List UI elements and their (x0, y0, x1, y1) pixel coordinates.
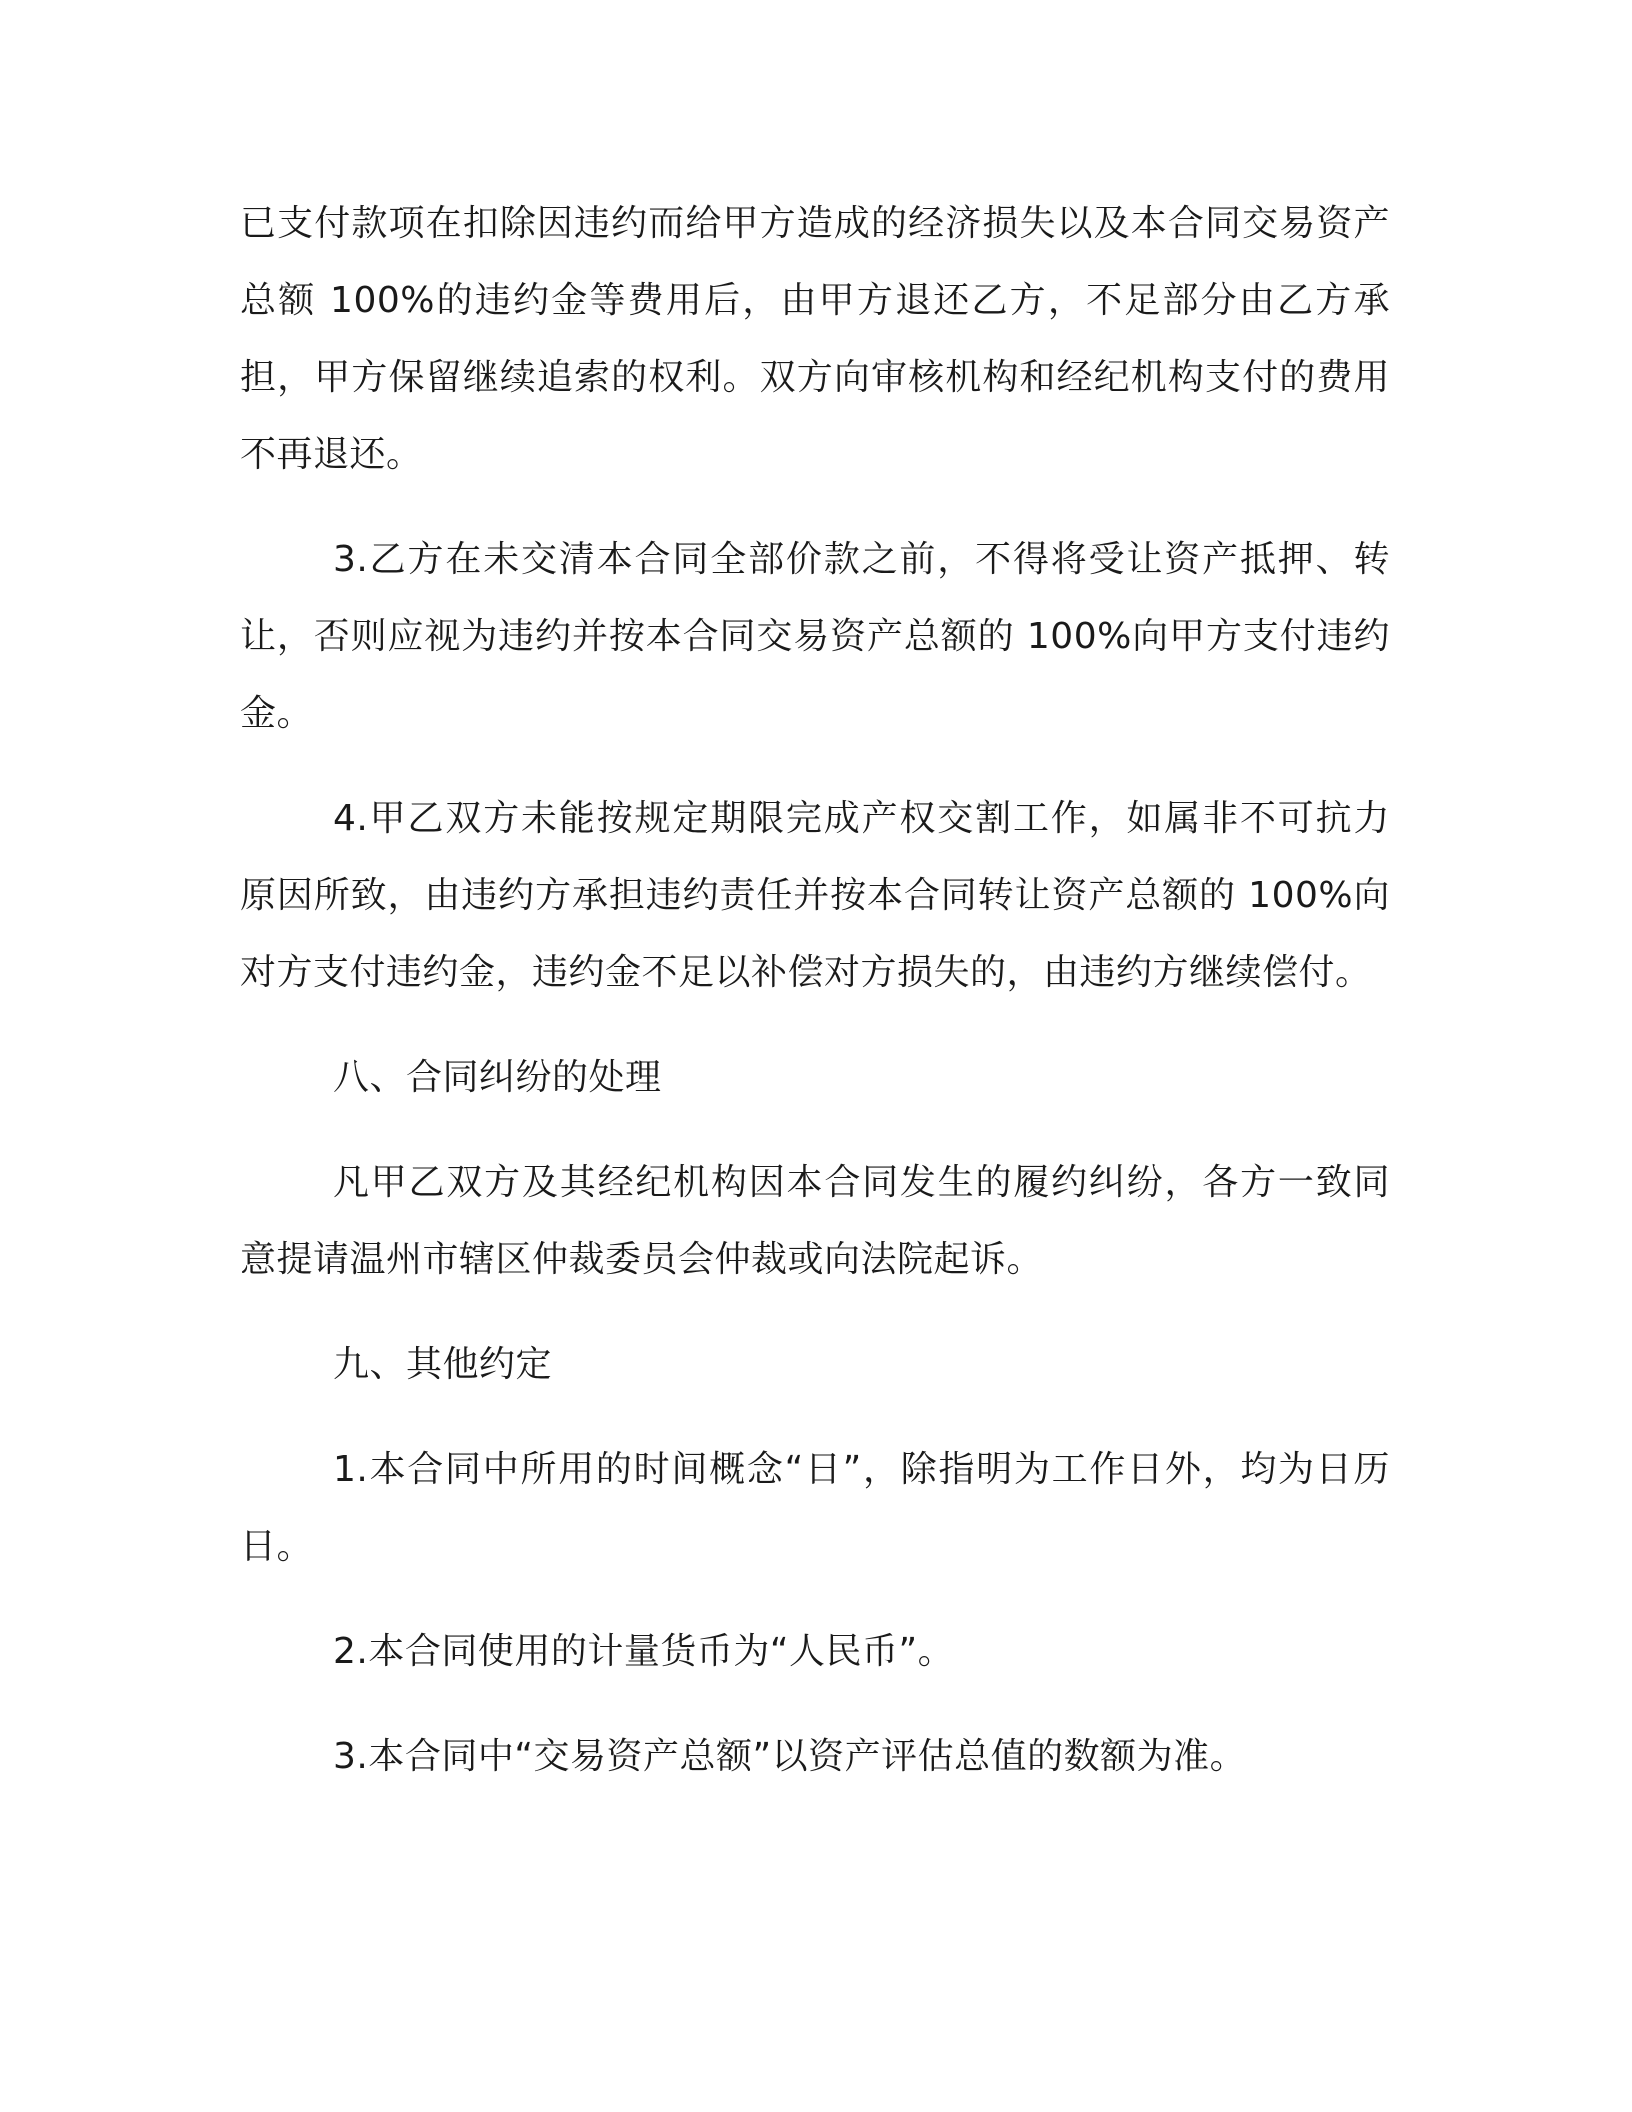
paragraph-clause-3: 3.乙方在未交清本合同全部价款之前，不得将受让资产抵押、转让，否则应视为违约并按本合同交易资产总额的 100%向甲方支付违约金。 (240, 539, 1390, 734)
paragraph-other-3: 3.本合同中“交易资产总额”以资产评估总值的数额为准。 (333, 1736, 1247, 1777)
paragraph-clause-4: 4.甲乙双方未能按规定期限完成产权交割工作，如属非不可抗力原因所致，由违约方承担违约责任并按本合同转让资产总额的 100%向对方支付违约金，违约金不足以补偿对方损失的，由违约方继续偿付。 (240, 798, 1390, 993)
paragraph-other-1: 1.本合同中所用的时间概念“日”，除指明为工作日外，均为日历日。 (240, 1449, 1390, 1567)
document-body (240, 185, 1390, 1823)
paragraph-refund-terms: 已支付款项在扣除因违约而给甲方造成的经济损失以及本合同交易资产总额 100%的违约金等费用后，由甲方退还乙方，不足部分由乙方承担，甲方保留继续追索的权利。双方向审核机构和经纪机构支付的费用不再退还。 (240, 203, 1390, 475)
section-heading-other-terms: 九、其他约定 (333, 1344, 553, 1385)
paragraph-dispute-resolution: 凡甲乙双方及其经纪机构因本合同发生的履约纠纷，各方一致同意提请温州市辖区仲裁委员会仲裁或向法院起诉。 (240, 1162, 1390, 1280)
paragraph-other-2: 2.本合同使用的计量货币为“人民币”。 (333, 1631, 955, 1672)
section-heading-dispute: 八、合同纠纷的处理 (333, 1057, 662, 1098)
